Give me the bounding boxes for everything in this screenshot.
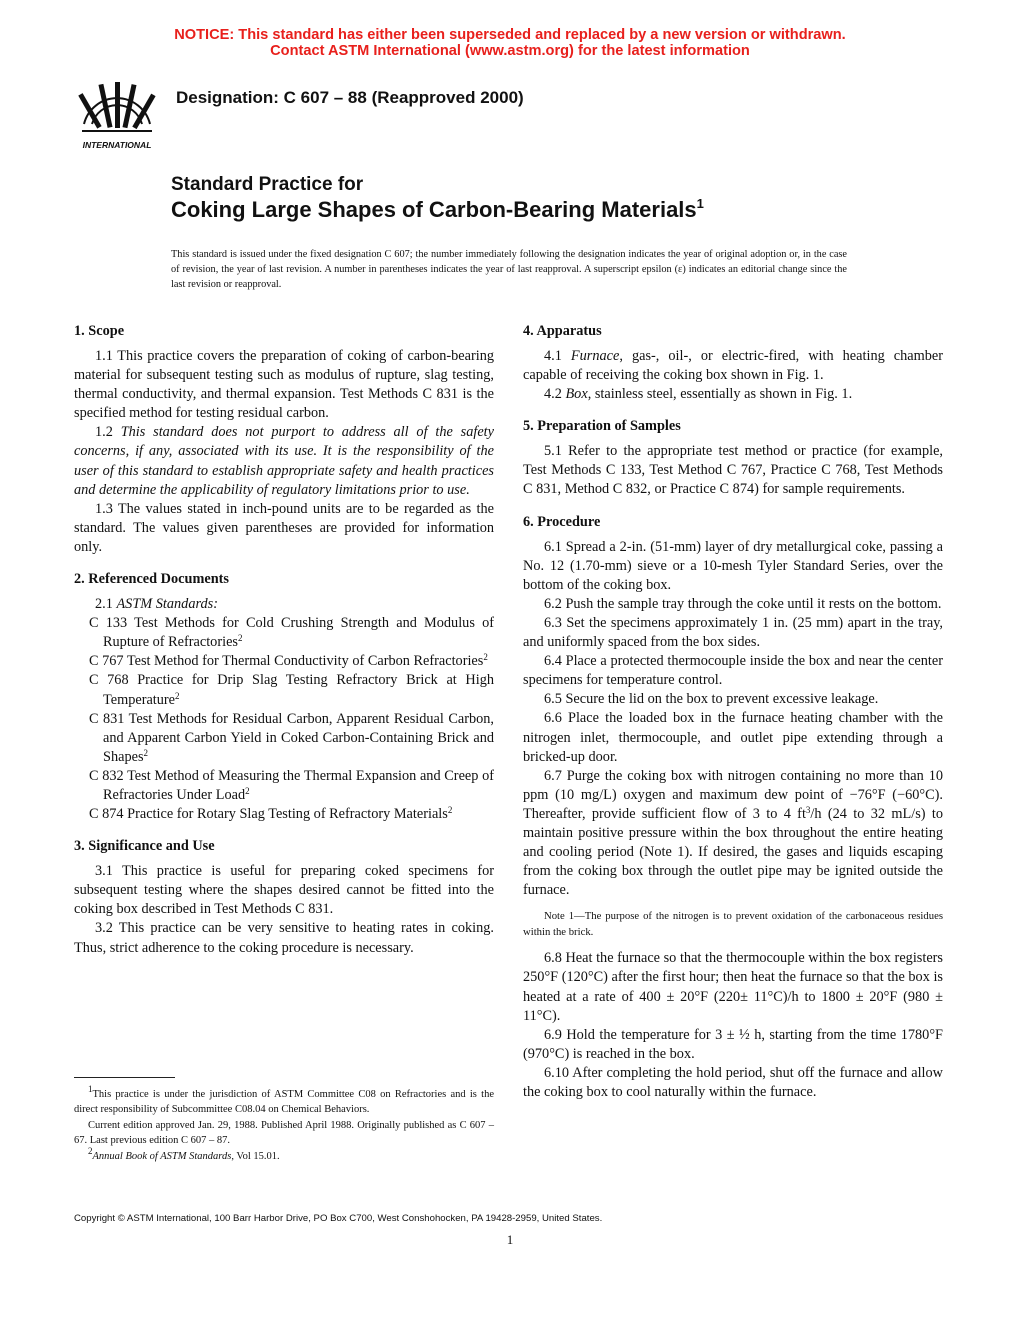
procedure-6-10: 6.10 After completing the hold period, shut off the furnace and allow the coking box to cool naturally within the furnace. [523,1064,943,1100]
footnote-2-mark: 2 [88,1145,93,1156]
procedure-6-6: 6.6 Place the loaded box in the furnace heating chamber with the nitrogen inlet, thermocouple, and outlet pipe extending through a bricked-up door. [523,710,943,765]
right-column [523,322,943,1102]
significance-3-1: 3.1 This practice is useful for preparing coked specimens for subsequent testing where the shapes desired cannot be fitted into the coking box described in Test Methods C 831. [74,863,494,918]
ref-item-sup: 2 [175,690,180,701]
scope-heading: 1. Scope [74,323,125,339]
ref-item-text: C 874 Practice for Rotary Slag Testing of Refractory Materials [89,806,448,823]
page-number: 1 [506,1232,514,1247]
footnote-2-rest: , Vol 15.01. [231,1150,280,1162]
preparation-5-1: 5.1 Refer to the appropriate test method or practice (for example, Test Methods C 133, Test Method C 767, Practice C 768, Test Methods C 831, Method C 832, or Practice C 874) for sample requirements. [523,443,943,498]
footnote-1-mark: 1 [88,1084,93,1094]
ref-item [74,671,494,709]
ref-item-text: C 832 Test Method of Measuring the Thermal Expansion and Creep of Refractories Under Load [89,767,494,803]
left-column [74,322,494,958]
ref-item-sup: 2 [447,805,453,816]
ref-item [74,614,494,652]
refdocs-2-1-num: 2.1 [95,596,117,613]
scope-1-3: 1.3 The values stated in inch-pound units are to be regarded as the standard. The values given parentheses are provided for information only. [74,500,494,555]
title-line-2 [171,196,704,223]
footnote-2 [74,1145,494,1164]
document-title [171,174,704,223]
ref-item [74,767,494,805]
ref-item-sup: 2 [483,652,488,663]
procedure-6-2: 6.2 Push the sample tray through the coke until it rests on the bottom. [544,595,942,612]
scope-1-2-num: 1.2 [95,424,121,441]
ref-item-sup: 2 [143,747,149,758]
apparatus-4-1-text: , gas-, oil-, or electric-fired, with heating chamber capable of receiving the coking box shown in Fig. 1. [523,348,943,384]
apparatus-4-1-term: Furnace [570,348,620,364]
ref-item-text: C 831 Test Methods for Residual Carbon, Apparent Residual Carbon, and Apparent Carbon Yield in Coked Carbon-Containing Brick and Shapes [89,710,494,765]
procedure-6-7-b: /h (24 to 32 mL/s) to maintain positive pressure within the box throughout the entire heating and cooling period (Note 1). If desired, the gases and liquids escaping from the coking box through the outlet pipe may be ignited outside the furnace. [523,805,943,899]
ref-item-sup: 2 [237,633,243,644]
title-main: Coking Large Shapes of Carbon-Bearing Materials [171,197,697,222]
procedure-6-9: 6.9 Hold the temperature for 3 ± ½ h, starting from the time 1780°F (970°C) is reached in the box. [523,1026,943,1062]
title-footnote-mark: 1 [696,196,704,211]
procedure-6-3: 6.3 Set the specimens approximately 1 in. (25 mm) apart in the tray, and uniformly spaced from the box sides. [523,614,943,651]
procedure-6-7 [523,767,943,901]
astm-international-logo-icon [70,72,164,156]
notice-line-2: Contact ASTM International (www.astm.org) for the latest information [270,43,750,59]
footnote-1-text: This practice is under the jurisdiction of ASTM Committee C08 on Refractories and is the direct responsibility of Subcommittee C08.04 on Chemical Behaviors. [74,1089,494,1116]
intro-paragraph: This standard is issued under the fixed designation C 607; the number immediately following the designation indicates the year of original adoption or, in the case of revision, the year of last revision. A number in parentheses indicates the year of last reapproval. A superscript epsilon (ε) indicates an editorial change since the last revision or reapproval. [171,249,847,291]
significance-3-2: 3.2 This practice can be very sensitive to heating rates in coking. Thus, strict adherence to the coking procedure is necessary. [74,920,494,956]
apparatus-heading: 4. Apparatus [523,323,602,339]
apparatus-4-1 [523,347,943,385]
refdocs-2-1-label: ASTM Standards: [116,596,218,613]
ref-item-sup: 2 [245,785,250,796]
preparation-heading: 5. Preparation of Samples [523,418,681,435]
procedure-heading: 6. Procedure [523,513,601,530]
designation: Designation: C 607 – 88 (Reapproved 2000) [176,88,524,107]
apparatus-4-2-num: 4.2 [544,386,566,403]
ref-item-text: C 768 Practice for Drip Slag Testing Refractory Brick at High Temperature [89,672,494,708]
apparatus-4-1-num: 4.1 [544,348,571,364]
procedure-6-1: 6.1 Spread a 2-in. (51-mm) layer of dry metallurgical coke, passing a No. 12 (1.70-mm) sieve or a 10-mesh Tyler Standard Series, over the bottom of the coking box. [523,538,943,593]
apparatus-4-2-term: Box [565,386,588,403]
ref-item [74,652,494,671]
ref-item [74,710,494,767]
refdocs-2-1 [74,595,494,614]
procedure-6-7-a: 6.7 Purge the coking box with nitrogen containing no more than 10 ppm (10 mg/L) oxygen and maximum dew point of −76°F (−60°C). Thereafter, provide sufficient flow of 3 to 4 ft [523,767,943,822]
logo-text: INTERNATIONAL [82,140,152,150]
ref-item [74,805,494,824]
procedure-6-4: 6.4 Place a protected thermocouple inside the box and near the center specimens for temperature control. [523,653,943,689]
procedure-6-7-sup: 3 [805,804,811,815]
footnote-1b: Current edition approved Jan. 29, 1988. Published April 1988. Originally published as C 607 – 67. Last previous edition C 607 – 87. [74,1119,494,1147]
refdocs-heading: 2. Referenced Documents [74,571,229,588]
apparatus-4-2 [523,385,943,404]
scope-1-2-text: This standard does not purport to address all of the safety concerns, if any, associated with its use. It is the responsibility of the user of this standard to establish appropriate safety and health practices and determine the applicability of regulatory limitations prior to use. [74,424,494,498]
note-1: Note 1—The purpose of the nitrogen is to prevent oxidation of the carbonaceous residues within the brick. [523,910,943,939]
notice-line-1: NOTICE: This standard has either been superseded and replaced by a new version or withdrawn. [174,27,846,43]
procedure-6-8: 6.8 Heat the furnace so that the thermocouple within the box registers 250°F (120°C) after the first hour; then heat the furnace so that the box is heated at a rate of 400 ± 20°F (220± 11°C)/h to 1800 ± 20°F (980 ± 11°C). [523,950,943,1024]
scope-1-1: 1.1 This practice covers the preparation of coking of carbon-bearing material for subsequent testing such as modulus of rupture, slag testing, thermal conductivity, and thermal expansion. Test Methods C 831 is the specified method for testing residual carbon. [74,348,494,422]
astm-logo [70,72,164,156]
title-line-1: Standard Practice for [171,174,364,195]
footnote-1 [74,1084,494,1118]
footnote-divider [74,1077,175,1078]
significance-heading: 3. Significance and Use [74,838,215,855]
ref-item-text: C 133 Test Methods for Cold Crushing Strength and Modulus of Rupture of Refractories [89,615,494,651]
footnotes [74,1084,494,1164]
notice-banner [0,27,1020,59]
scope-1-2 [74,423,494,499]
ref-item-text: C 767 Test Method for Thermal Conductivity of Carbon Refractories [89,653,484,670]
procedure-6-5: 6.5 Secure the lid on the box to prevent excessive leakage. [544,691,879,708]
apparatus-4-2-text: , stainless steel, essentially as shown in Fig. 1. [587,386,853,403]
footnote-2-title: Annual Book of ASTM Standards [92,1150,232,1162]
copyright: Copyright © ASTM International, 100 Barr Harbor Drive, PO Box C700, West Conshohocken, PA 19428-2959, United States. [74,1213,603,1224]
